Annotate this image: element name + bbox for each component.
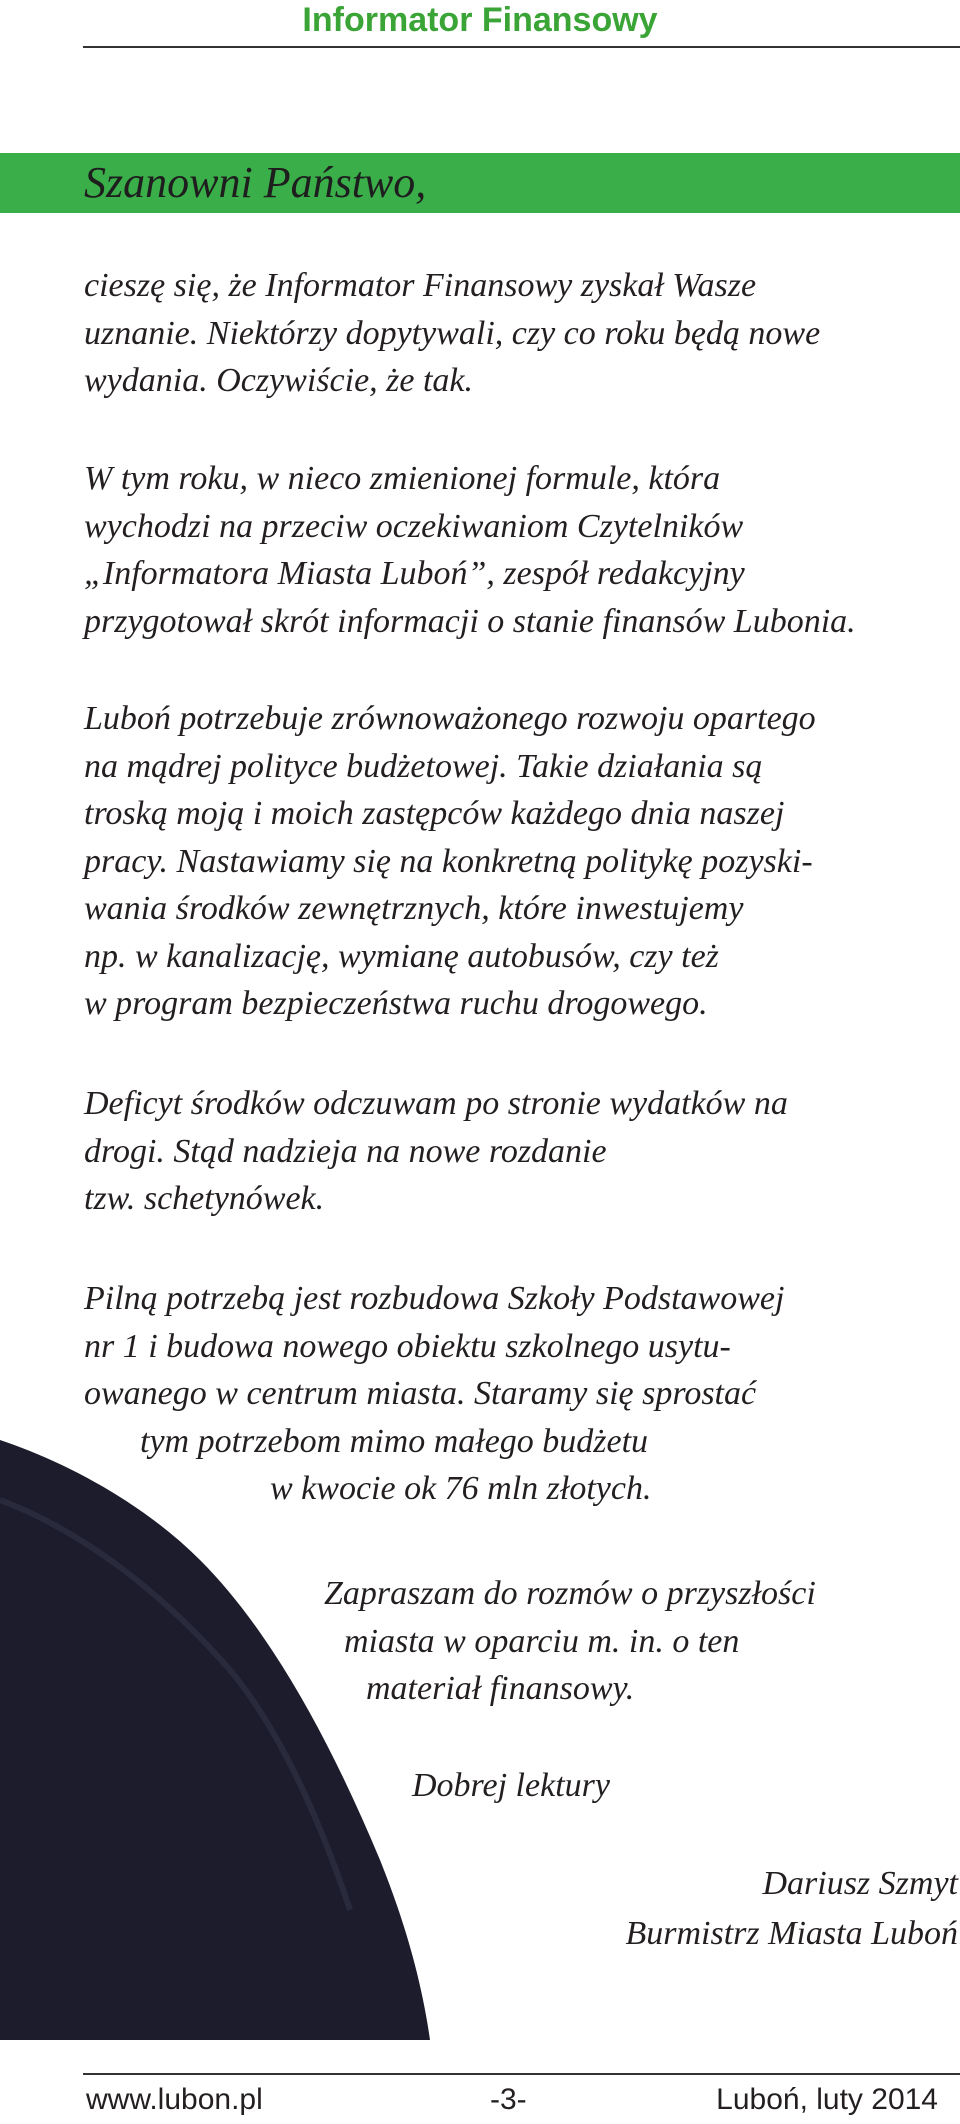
paragraph-line: Deficyt środków odczuwam po stronie wydatków na xyxy=(84,1085,788,1122)
paragraph-line: w program bezpieczeństwa ruchu drogowego. xyxy=(84,985,708,1022)
salutation: Szanowni Państwo, xyxy=(84,158,427,207)
paragraph-1 xyxy=(84,262,820,405)
paragraph-line: nr 1 i budowa nowego obiektu szkolnego usytu- xyxy=(84,1327,731,1365)
paragraph-line: troską moją i moich zastępców każdego dnia naszej xyxy=(84,795,785,832)
paragraph-line: „Informatora Miasta Luboń”, zespół redakcyjny xyxy=(84,555,745,592)
paragraph-line: przygotował skrót informacji o stanie finansów Lubonia. xyxy=(84,602,856,640)
paragraph-line: cieszę się, że Informator Finansowy zyskał Wasze xyxy=(84,267,757,304)
paragraph-line: Dobrej lektury xyxy=(412,1767,610,1804)
paragraph-3 xyxy=(84,695,816,1028)
paragraph-6 xyxy=(324,1570,816,1713)
footer-page-number: -3- xyxy=(490,2083,527,2116)
signature-name: Dariusz Szmyt xyxy=(762,1865,958,1902)
paragraph-line: pracy. Nastawiamy się na konkretną politykę pozyski- xyxy=(84,842,813,880)
paragraph-line: miasta w oparciu m. in. o ten xyxy=(344,1622,740,1660)
header-divider xyxy=(83,46,960,48)
header-title: Informator Finansowy xyxy=(302,1,658,39)
paragraph-line: Luboń potrzebuje zrównoważonego rozwoju opartego xyxy=(84,700,816,737)
paragraph-line: drogi. Stąd nadzieja na nowe rozdanie xyxy=(84,1132,607,1170)
paragraph-line: wychodzi na przeciw oczekiwaniom Czytelników xyxy=(84,507,744,545)
paragraph-line: materiał finansowy. xyxy=(366,1670,635,1707)
paragraph-line: uznanie. Niektórzy dopytywali, czy co roku będą nowe xyxy=(84,314,821,352)
paragraph-line: wydania. Oczywiście, że tak. xyxy=(84,362,474,399)
paragraph-line: np. w kanalizację, wymianę autobusów, czy też xyxy=(84,937,719,975)
paragraph-line: Pilną potrzebą jest rozbudowa Szkoły Podstawowej xyxy=(84,1280,785,1317)
paragraph-2 xyxy=(84,455,856,645)
paragraph-line: owanego w centrum miasta. Staramy się sprostać xyxy=(84,1375,757,1412)
closing-greeting xyxy=(412,1762,610,1810)
paragraph-line: Zapraszam do rozmów o przyszłości xyxy=(324,1575,816,1612)
footer-website: www.lubon.pl xyxy=(86,2083,263,2116)
paragraph-line: tym potrzebom mimo małego budżetu xyxy=(140,1422,649,1460)
paragraph-4 xyxy=(84,1080,788,1223)
jacket-photo xyxy=(0,1440,430,2040)
paragraph-line: na mądrej polityce budżetowej. Takie działania są xyxy=(84,747,763,785)
paragraph-line: tzw. schetynówek. xyxy=(84,1180,325,1217)
paragraph-line: w kwocie ok 76 mln złotych. xyxy=(270,1470,652,1507)
paragraph-5 xyxy=(84,1275,784,1513)
paragraph-line: W tym roku, w nieco zmienionej formule, która xyxy=(84,460,721,497)
signature-role: Burmistrz Miasta Luboń xyxy=(625,1915,958,1952)
footer-place-date: Luboń, luty 2014 xyxy=(716,2083,938,2116)
footer-divider xyxy=(83,2073,960,2075)
paragraph-line: wania środków zewnętrznych, które inwestujemy xyxy=(84,890,744,927)
